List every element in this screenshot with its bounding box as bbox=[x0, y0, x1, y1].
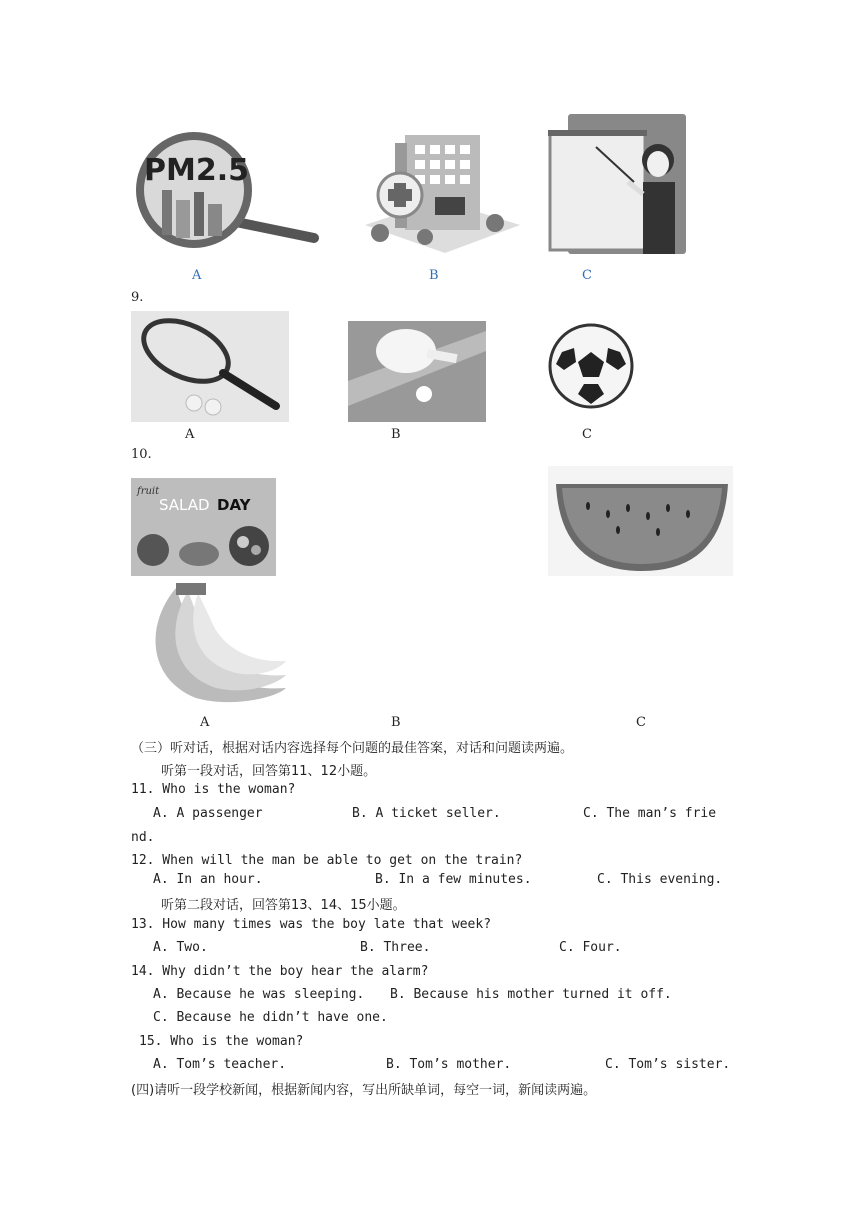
q13-option-b: B. Three. bbox=[360, 940, 431, 955]
section3-part1: 听第一段对话，回答第11、12小题。 bbox=[161, 764, 377, 779]
q14-option-c: C. Because he didn’t have one. bbox=[153, 1010, 388, 1025]
svg-text:SALAD: SALAD bbox=[159, 496, 210, 514]
q11-question: 11. Who is the woman? bbox=[131, 782, 296, 797]
teacher-whiteboard-icon bbox=[548, 112, 690, 257]
section4-title: (四)请听一段学校新闻，根据新闻内容，写出所缺单词，每空一词，新闻读两遍。 bbox=[131, 1083, 597, 1098]
tennis-racket-icon bbox=[131, 311, 289, 422]
watermelon-icon bbox=[548, 466, 733, 576]
q12-option-c: C. This evening. bbox=[597, 872, 723, 887]
q10-option-b-label: B bbox=[391, 715, 401, 730]
svg-text:DAY: DAY bbox=[217, 496, 251, 514]
q15-option-c: C. Tom’s sister. bbox=[605, 1057, 731, 1072]
q15-option-b: B. Tom’s mother. bbox=[386, 1057, 512, 1072]
q14-option-b: B. Because his mother turned it off. bbox=[390, 987, 672, 1002]
section3-part2: 听第二段对话，回答第13、14、15小题。 bbox=[161, 898, 406, 913]
salad-day-image bbox=[131, 478, 276, 576]
q11-option-c: C. The man’s frie bbox=[583, 806, 717, 821]
q9-option-c-label: C bbox=[582, 427, 592, 442]
q13-option-c: C. Four. bbox=[559, 940, 622, 955]
q11-option-a: A. A passenger bbox=[153, 806, 263, 821]
q11-option-b: B. A ticket seller. bbox=[352, 806, 501, 821]
q15-option-a: A. Tom’s teacher. bbox=[153, 1057, 287, 1072]
q8-option-a-label: A bbox=[192, 268, 202, 283]
q13-option-a: A. Two. bbox=[153, 940, 208, 955]
q9-option-a-label: A bbox=[185, 427, 195, 442]
banana-icon bbox=[136, 583, 291, 708]
q10-option-c-label: C bbox=[636, 715, 646, 730]
q8-option-c-label: C bbox=[582, 268, 592, 283]
q10-number: 10. bbox=[131, 447, 152, 462]
q8-option-b-label: B bbox=[429, 268, 439, 283]
hospital-icon bbox=[360, 125, 525, 255]
q14-option-a: A. Because he was sleeping. bbox=[153, 987, 365, 1002]
svg-text:PM2.5: PM2.5 bbox=[144, 153, 249, 188]
q12-question: 12. When will the man be able to get on the train? bbox=[131, 853, 523, 868]
q9-option-b-label: B bbox=[391, 427, 401, 442]
q11-option-c-continued: nd. bbox=[131, 830, 155, 845]
soccer-ball-icon bbox=[548, 322, 634, 410]
svg-text:fruit: fruit bbox=[137, 486, 160, 497]
q10-option-a-label: A bbox=[200, 715, 210, 730]
q14-question: 14. Why didn’t the boy hear the alarm? bbox=[131, 964, 429, 979]
q9-number: 9. bbox=[131, 290, 144, 305]
q12-option-a: A. In an hour. bbox=[153, 872, 263, 887]
ping-pong-paddle-icon bbox=[348, 321, 486, 422]
section3-title: （三）听对话，根据对话内容选择每个问题的最佳答案，对话和问题读两遍。 bbox=[131, 741, 574, 756]
q12-option-b: B. In a few minutes. bbox=[375, 872, 532, 887]
q13-question: 13. How many times was the boy late that week? bbox=[131, 917, 492, 932]
q15-question: 15. Who is the woman? bbox=[139, 1034, 304, 1049]
magnifier-pm25-icon bbox=[136, 130, 321, 250]
